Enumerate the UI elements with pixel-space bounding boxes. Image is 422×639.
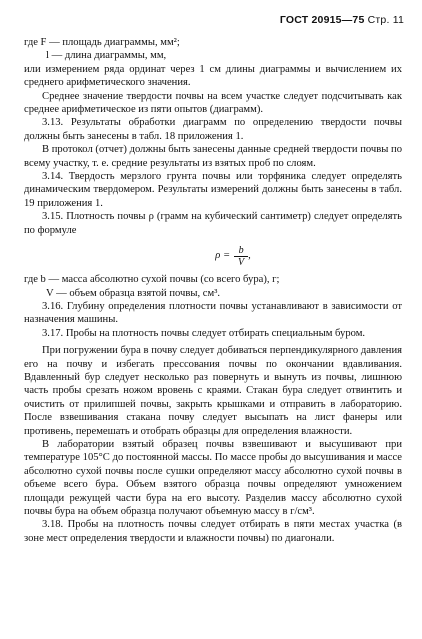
- clause-3-14: 3.14. Твердость мерзлого грунта почвы или торфяника следует определять динамическим твердомером. Результаты измерений должны быть занесены в табл. 19 приложения 1.: [24, 171, 402, 209]
- page-number: Стр. 11: [367, 14, 404, 26]
- formula-fraction: [234, 245, 248, 268]
- formula-comma: ,: [248, 250, 251, 262]
- density-formula: [64, 241, 402, 271]
- clause-3-13: 3.13. Результаты обработки диаграмм по определению твердости почвы должны быть занесены в табл. 18 приложения 1.: [24, 117, 402, 142]
- paragraph-protocol: В протокол (отчет) должны быть занесены данные средней твердости почвы по всему участку, т. е. средние результаты из взятых проб по слоям.: [24, 144, 402, 169]
- paragraph-laboratory: В лаборатории взятый образец почвы взвешивают и высушивают при температуре 105°С до постоянной массы. По массе пробы до высушивания и массе абсолютно сухой почвы после сушки определяют массу абсолютно сухой почвы в объеме всего бура. Объем взятого образца почвы определяют умножением площади режущей части бура на его высоту. Разделив массу абсолютно сухой почвы бура на объем образца получают объемную массу в г/см³.: [24, 438, 402, 517]
- standard-id: ГОСТ 20915—75: [279, 14, 365, 26]
- definition-v: V — объем образца взятой почвы, см³.: [46, 287, 221, 299]
- definition-b: где b — масса абсолютно сухой почвы (со всего бура), г;: [24, 274, 280, 286]
- document-body: [24, 36, 402, 545]
- clause-3-15: 3.15. Плотность почвы ρ (грамм на кубический сантиметр) следует определять по формуле: [24, 211, 402, 236]
- page-header: [280, 14, 404, 26]
- paragraph-ordinates: или измерением ряда ординат через 1 см длины диаграммы и вычислением их среднего арифметического значения.: [24, 63, 402, 89]
- clause-3-17: 3.17. Пробы на плотность почвы следует отбирать специальным буром.: [42, 327, 366, 339]
- paragraph-sampling-procedure: При погружении бура в почву следует добиваться перпендикулярного давления его на почву и избегать прессования почвы по окончании вдавливания. Вдавленный бур следует несколько раз повернуть и вынуть из почвы, лишнюю часть пробы срезать ножом вровень с краями. Стакан бура следует отвинтить и очистить от прилипшей почвы, закрыть крышками и отправить в лабораторию. После взвешивания стакана почву следует высыпать на лист фанеры или противень, перемешать и отобрать образцы для определения влажности.: [24, 345, 402, 437]
- definition-f: где F — площадь диаграммы, мм²;: [24, 37, 180, 48]
- clause-3-18: 3.18. Пробы на плотность почвы следует отбирать в пяти местах участка (в зоне мест определения твердости и влажности почвы) по диагонали.: [24, 519, 402, 544]
- formula-numerator: b: [238, 244, 244, 256]
- formula-denominator: V: [238, 256, 245, 268]
- formula-lhs: ρ =: [215, 250, 231, 262]
- paragraph-average-hardness: Среднее значение твердости почвы на всем участке следует подсчитывать как среднее арифметическое из пяти опытов (диаграмм).: [24, 90, 402, 116]
- clause-3-16: 3.16. Глубину определения плотности почвы устанавливают в зависимости от назначения машины.: [24, 300, 402, 326]
- definition-l: l — длина диаграммы, мм,: [46, 50, 167, 62]
